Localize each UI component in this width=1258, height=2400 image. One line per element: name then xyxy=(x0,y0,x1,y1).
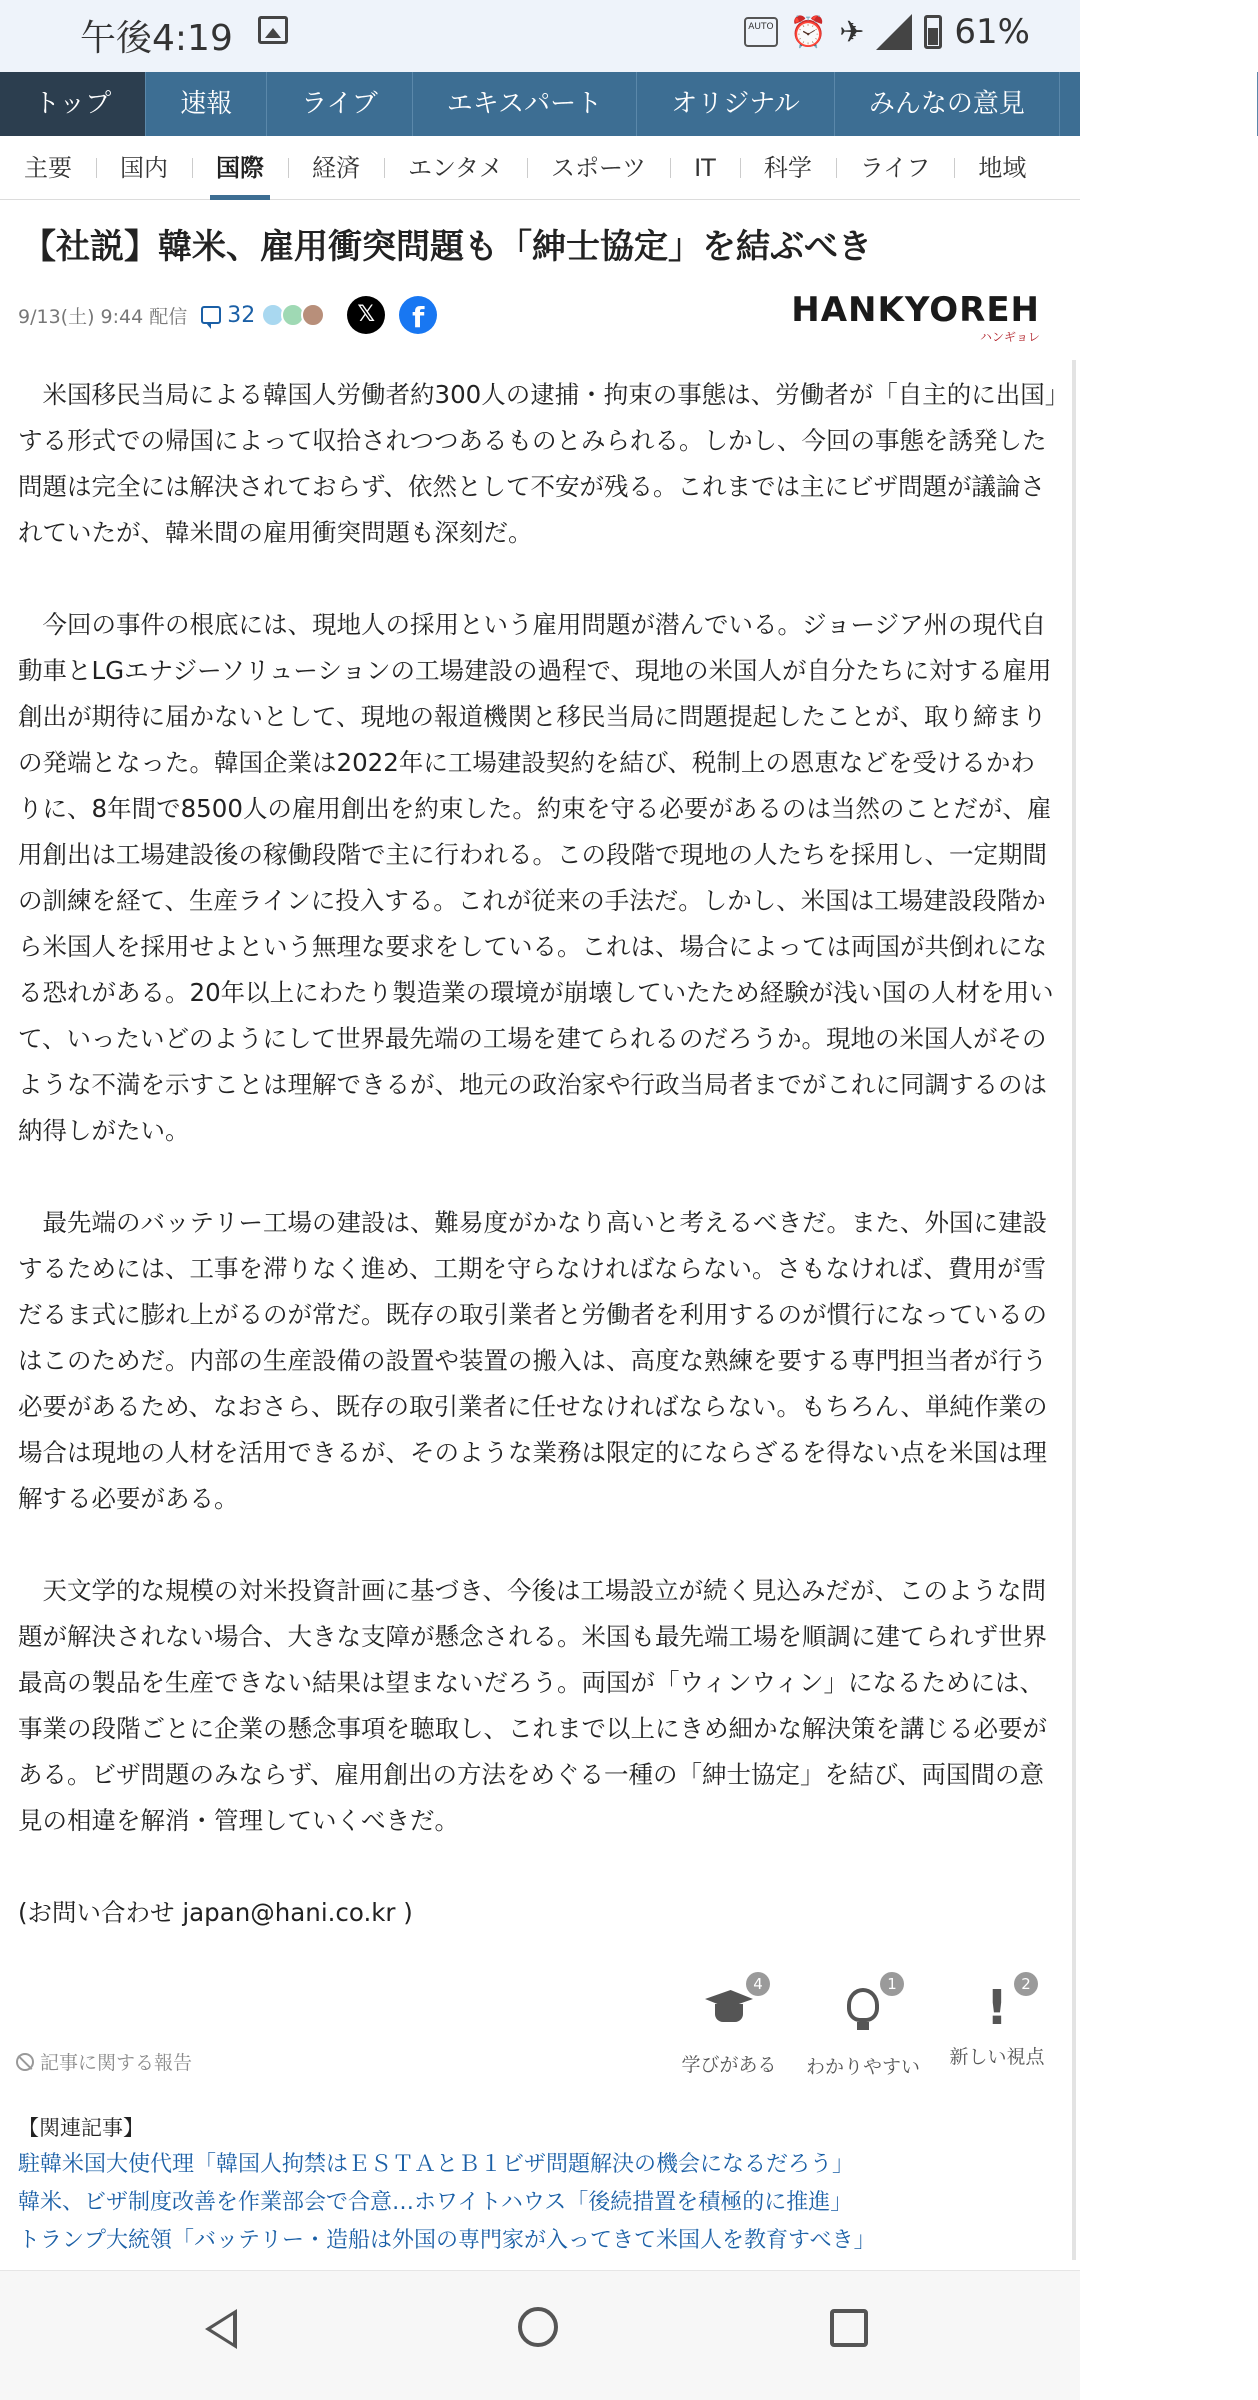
category-it[interactable]: IT xyxy=(670,136,740,200)
tab-top[interactable]: トップ xyxy=(0,72,146,136)
commenter-avatars[interactable] xyxy=(265,303,325,327)
article-paragraph: 米国移民当局による韓国人労働者約300人の逮捕・拘束の事態は、労働者が「自主的に出国」する形式での帰国によって収拾されつつあるものとみられる。しかし、今回の事態を誘発した問題は完全には解決されておらず、依然として不安が残る。これまでは主にビザ問題が議論されていたが、韓米間の雇用衝突問題も深刻だ。 xyxy=(18,380,1058,547)
comments-link[interactable] xyxy=(201,303,255,328)
lightbulb-icon xyxy=(804,1988,922,2044)
back-icon[interactable] xyxy=(205,2309,237,2349)
related-title: 【関連記事】 xyxy=(18,2116,144,2140)
share-x-icon[interactable]: 𝕏 xyxy=(347,296,385,334)
tab-live[interactable]: ライブ xyxy=(267,72,412,136)
signal-icon xyxy=(876,14,912,50)
category-nav xyxy=(0,136,1080,200)
reaction-new-perspective-button[interactable] xyxy=(938,1975,1056,2079)
category-economy[interactable]: 経済 xyxy=(288,136,384,200)
article-paragraph: 最先端のバッテリー工場の建設は、難易度がかなり高いと考えるべきだ。また、外国に建設するためには、工事を滞りなく進め、工期を守らなければならない。さもなければ、費用が雪だるま式に膨れ上がるのが常だ。既存の取引業者と労働者を利用するのが慣行になっているのはこのためだ。内部の生産設備の設置や装置の搬入は、高度な熟練を要する専門担当者が行う必要があるため、なおさら、既存の取引業者に任せなければならない。もちろん、単純作業の場合は現地の人材を活用できるが、そのような業務は限定的にならざるを得ない点を米国は理解する必要がある。 xyxy=(18,1208,1048,1513)
status-bar xyxy=(0,0,1080,72)
article-paragraph: 今回の事件の根底には、現地人の採用という雇用問題が潜んでいる。ジョージア州の現代自動車とLGエナジーソリューションの工場建設の過程で、現地の米国人が自分たちに対する雇用創出が期待に届かないとして、現地の報道機関と移民当局に問題提起したことが、取り締まりの発端となった。韓国企業は2022年に工場建設契約を結び、税制上の恩恵などを受けるかわりに、8年間で8500人の雇用創出を約束した。約束を守る必要があるのは当然のことだが、雇用創出は工場建設後の稼働段階で主に行われる。この段階で現地の人たちを採用し、一定期間の訓練を経て、生産ラインに投入する。これが従来の手法だ。しかし、米国は工場建設段階から米国人を採用せよという無理な要求をしている。これは、場合によっては両国が共倒れになる恐れがある。20年以上にわたり製造業の環境が崩壊していたため経験が浅い国の人材を用いて、いったいどのようにして世界最先端の工場を建てられるのだろうか。現地の米国人がそのような不満を示すことは理解できるが、地元の政治家や行政当局者までがこれに同調するのは納得しがたい。 xyxy=(18,610,1054,1145)
alarm-icon: ⏰ xyxy=(789,14,828,50)
article-body xyxy=(18,372,1058,1936)
scrollbar[interactable] xyxy=(1072,360,1076,2260)
recent-apps-icon[interactable] xyxy=(830,2309,868,2347)
related-articles xyxy=(18,2112,1068,2260)
publish-date: 9/13(土) 9:44 配信 xyxy=(18,305,188,328)
category-entertainment[interactable]: エンタメ xyxy=(384,136,527,200)
prohibit-icon xyxy=(16,2053,34,2071)
article-headline: 【社説】韓米、雇用衝突問題も「紳士協定」を結ぶべき xyxy=(22,227,872,267)
home-icon[interactable] xyxy=(518,2307,558,2347)
tab-ranking[interactable]: ランキング xyxy=(1060,72,1258,136)
battery-percent: 61% xyxy=(954,12,1030,52)
reaction-label: わかりやすい xyxy=(805,2056,920,2078)
related-link[interactable]: トランプ大統領「バッテリー・造船は外国の専門家が入ってきて米国人を教育すべき」 xyxy=(18,2228,876,2253)
tab-opinions[interactable]: みんなの意見 xyxy=(835,72,1060,136)
reaction-count: 2 xyxy=(1014,1972,1038,1996)
auto-brightness-icon: AUTO xyxy=(744,17,778,47)
category-domestic[interactable]: 国内 xyxy=(96,136,192,200)
report-link[interactable] xyxy=(16,2048,192,2075)
battery-icon xyxy=(924,15,942,49)
tab-breaking[interactable]: 速報 xyxy=(146,72,267,136)
category-region[interactable]: 地域 xyxy=(954,136,1050,200)
reaction-label: 学びがある xyxy=(681,2054,777,2076)
reaction-buttons xyxy=(670,1975,1056,2079)
report-label: 記事に関する報告 xyxy=(40,2052,193,2074)
article-meta xyxy=(18,290,437,340)
status-time: 午後4:19 xyxy=(80,18,233,59)
exclamation-icon: ! xyxy=(986,1980,1008,2036)
reaction-count: 1 xyxy=(880,1972,904,1996)
article-paragraph: 天文学的な規模の対米投資計画に基づき、今後は工場設立が続く見込みだが、このような問題が解決されない場合、大きな支障が懸念される。米国も最先端工場を順調に建てられず世界最高の製品を生産できない結果は望まないだろう。両国が「ウィンウィン」になるためには、事業の段階ごとに企業の懸念事項を聴取し、これまで以上にきめ細かな解決策を講じる必要がある。ビザ問題のみならず、雇用創出の方法をめぐる一種の「紳士協定」を結び、両国間の意見の相違を解消・管理していくべきだ。 xyxy=(18,1576,1047,1835)
reaction-learned-button[interactable] xyxy=(670,1975,788,2079)
category-main[interactable]: 主要 xyxy=(24,153,72,182)
reaction-clear-button[interactable] xyxy=(804,1975,922,2079)
comment-icon xyxy=(201,306,221,324)
category-international[interactable]: 国際 xyxy=(192,136,288,200)
tab-original[interactable]: オリジナル xyxy=(637,72,835,136)
category-life[interactable]: ライフ xyxy=(836,136,955,200)
publisher-logo[interactable]: HANKYOREH ハンギョレ xyxy=(791,290,1040,344)
share-facebook-icon[interactable]: f xyxy=(399,296,437,334)
wifi-off-icon: ✈ xyxy=(839,14,865,50)
system-navigation-bar xyxy=(0,2270,1080,2400)
category-science[interactable]: 科学 xyxy=(740,136,836,200)
comment-count: 32 xyxy=(227,302,256,328)
main-nav xyxy=(0,72,1224,136)
related-link[interactable]: 韓米、ビザ制度改善を作業部会で合意…ホワイトハウス「後続措置を積極的に推進」 xyxy=(18,2190,853,2215)
mortarboard-icon xyxy=(670,1986,788,2042)
tab-expert[interactable]: エキスパート xyxy=(413,72,637,136)
related-link[interactable]: 駐韓米国大使代理「韓国人拘禁はＥＳＴＡとＢ１ビザ問題解決の機会になるだろう」 xyxy=(18,2152,855,2177)
gallery-icon xyxy=(258,16,288,44)
contact-line: (お問い合わせ japan@hani.co.kr ) xyxy=(18,1898,413,1927)
reaction-label: 新しい視点 xyxy=(949,2046,1045,2068)
category-sports[interactable]: スポーツ xyxy=(527,136,670,200)
reaction-count: 4 xyxy=(746,1972,770,1996)
status-icons xyxy=(744,12,1030,52)
avatar xyxy=(301,303,325,327)
